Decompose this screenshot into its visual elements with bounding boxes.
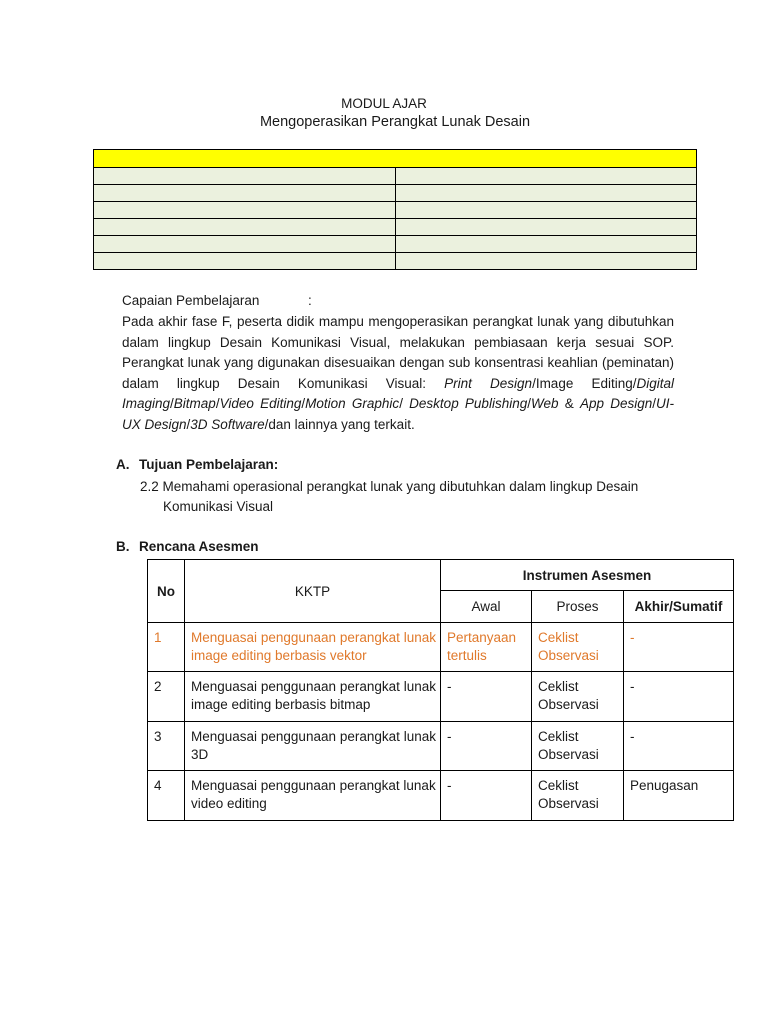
section-b-title: Rencana Asesmen: [139, 539, 259, 554]
identity-table-row: [94, 236, 697, 253]
paragraph-text: /: [186, 416, 191, 432]
italic-term: 3D Software: [190, 416, 265, 432]
identity-table-row: [94, 219, 697, 236]
paragraph-text: /Image Editing/: [532, 375, 637, 391]
document-title: MODUL AJAR: [341, 96, 427, 111]
section-b-letter: B.: [116, 539, 130, 554]
capaian-label: Capaian Pembelajaran: [122, 293, 260, 308]
assessment-table: [147, 559, 734, 821]
header-no: No: [148, 560, 185, 623]
identity-cell: [94, 168, 396, 185]
identity-cell: [94, 236, 396, 253]
row-kktp: Menguasai penggunaan perangkat lunak image editing berbasis vektor: [185, 623, 441, 672]
row-akhir: -: [624, 623, 734, 672]
row-kktp: Menguasai penggunaan perangkat lunak 3D: [185, 722, 441, 771]
section-a-title: Tujuan Pembelajaran:: [139, 457, 279, 472]
identity-table: [93, 149, 697, 270]
capaian-paragraph: [122, 312, 674, 436]
italic-term: Print Design: [444, 375, 533, 391]
italic-term: Bitmap: [173, 396, 216, 412]
header-instrumen: Instrumen Asesmen: [441, 560, 734, 591]
row-proses: Ceklist Observasi: [532, 623, 624, 672]
identity-table-row: [94, 168, 697, 185]
identity-cell: [396, 219, 697, 236]
table-row: [148, 722, 734, 771]
row-no: 2: [148, 672, 185, 722]
assessment-header-row: [148, 560, 734, 591]
identity-cell: [396, 236, 697, 253]
identity-cell: [396, 253, 697, 270]
row-awal: -: [441, 722, 532, 771]
italic-term: Desktop Publishing: [409, 396, 528, 412]
paragraph-text: Pada akhir fase F, peserta didik mampu mengoperasikan perangkat lunak yang dibutuhkan dalam lingkup Desain Komunikasi Visual, melakukan pembiasaan kerja sesuai SOP. Perangkat lunak yang digunakan disesuaikan dengan sub konsentrasi keahlian (peminatan) dalam lingkup Desain Komunikasi Visual:: [122, 314, 674, 391]
row-akhir: -: [624, 722, 734, 771]
italic-term: Digital Imaging: [122, 375, 674, 412]
row-kktp: Menguasai penggunaan perangkat lunak video editing: [185, 771, 441, 821]
identity-cell: [94, 253, 396, 270]
paragraph-text: /: [527, 396, 531, 412]
identity-cell: [396, 202, 697, 219]
row-no: 3: [148, 722, 185, 771]
identity-table-row: [94, 253, 697, 270]
section-b-heading: [116, 539, 259, 554]
paragraph-text: /: [652, 396, 657, 412]
capaian-colon: :: [308, 293, 312, 308]
paragraph-text: /: [215, 396, 220, 412]
identity-cell: [94, 219, 396, 236]
italic-term: Video Editing: [219, 396, 302, 412]
italic-term: UI-UX Design: [122, 396, 675, 432]
identity-table-row: [94, 185, 697, 202]
row-akhir: Penugasan: [624, 771, 734, 821]
row-proses: Ceklist Observasi: [532, 722, 624, 771]
identity-cell: [396, 185, 697, 202]
header-proses: Proses: [532, 591, 624, 623]
italic-term: Motion Graphic: [305, 396, 400, 412]
learning-goal-line-2: Komunikasi Visual: [163, 499, 274, 514]
table-row: [148, 771, 734, 821]
header-akhir: Akhir/Sumatif: [624, 591, 734, 623]
row-akhir: -: [624, 672, 734, 722]
row-awal: -: [441, 771, 532, 821]
document-subtitle: Mengoperasikan Perangkat Lunak Desain: [259, 114, 531, 130]
header-awal: Awal: [441, 591, 532, 623]
identity-cell: [94, 202, 396, 219]
identity-table-row: [94, 202, 697, 219]
section-a-heading: [116, 457, 278, 472]
section-a-content: [140, 477, 638, 517]
table-row: [148, 623, 734, 672]
row-awal: -: [441, 672, 532, 722]
paragraph-text: /: [170, 396, 174, 412]
table-row: [148, 672, 734, 722]
identity-cell: [396, 168, 697, 185]
identity-cell: [94, 185, 396, 202]
paragraph-text: /: [301, 396, 306, 412]
row-proses: Ceklist Observasi: [532, 672, 624, 722]
row-kktp: Menguasai penggunaan perangkat lunak image editing berbasis bitmap: [185, 672, 441, 722]
paragraph-text: /: [399, 396, 410, 412]
italic-term: Web: [530, 396, 559, 412]
paragraph-text: /dan lainnya yang terkait.: [264, 416, 415, 432]
header-kktp: KKTP: [185, 560, 441, 623]
section-a-letter: A.: [116, 457, 130, 472]
learning-goal-line-1: 2.2 Memahami operasional perangkat lunak yang dibutuhkan dalam lingkup Desain: [140, 479, 639, 494]
paragraph-text: &: [558, 396, 580, 412]
identity-table-header: [94, 150, 697, 168]
row-no: 1: [148, 623, 185, 672]
identity-header-cell: [94, 150, 697, 168]
row-awal: Pertanyaan tertulis: [441, 623, 532, 672]
row-proses: Ceklist Observasi: [532, 771, 624, 821]
italic-term: App Design: [579, 396, 653, 412]
row-no: 4: [148, 771, 185, 821]
